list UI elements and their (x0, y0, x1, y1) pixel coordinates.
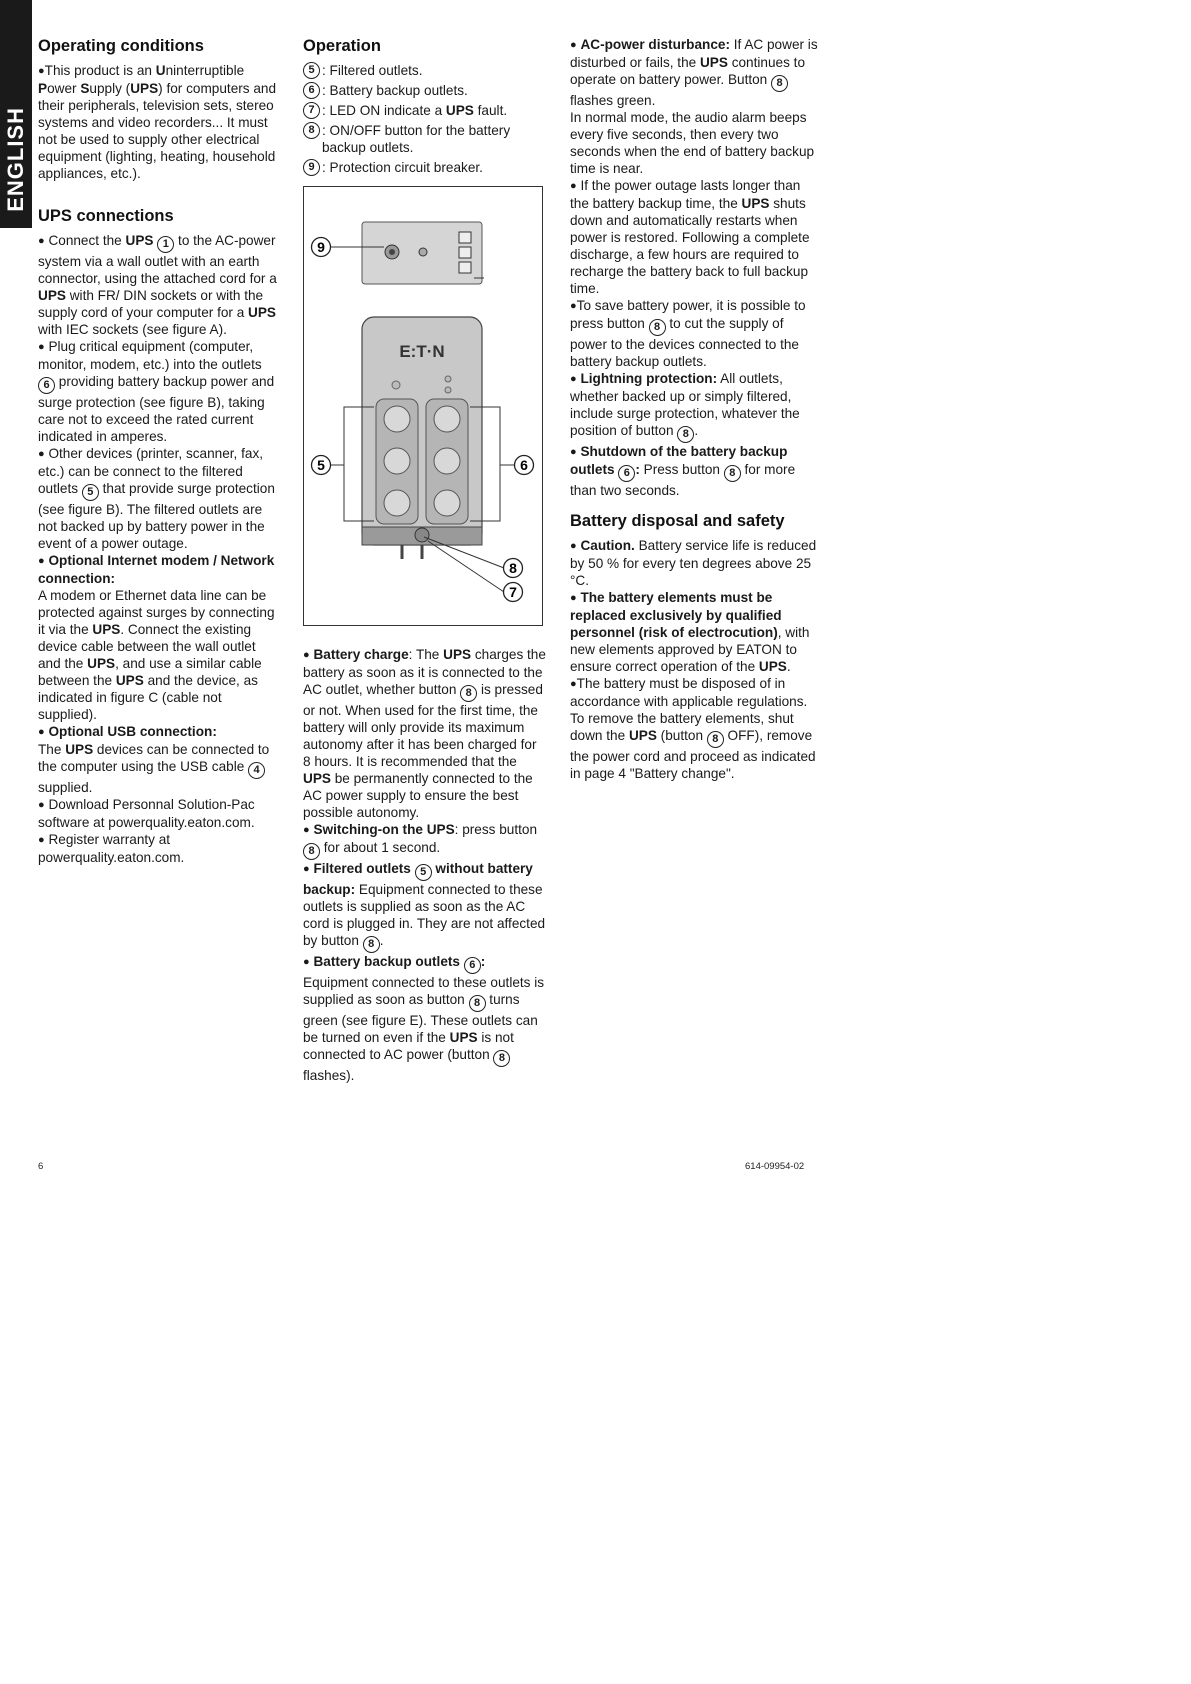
column-3 (570, 36, 820, 782)
filtered-outlets-paragraph: ● Filtered outlets 5 without battery backup: Equipment connected to these outlets is supplied as soon as the AC cord is plugged in. They are not affected by button 8 . (303, 860, 547, 953)
battery-charge-paragraph: ● Battery charge: The UPS charges the battery as soon as it is connected to the AC outlet, whether button 8 is pressed or not. When used for the first time, the battery will only provide its maximum autonomy after it has been charged for 8 hours. It is recommended that the UPS be permanently connected to the AC power supply to ensure the best possible autonomy. (303, 647, 546, 820)
battery-backup-outlets (426, 399, 468, 524)
normal-mode-paragraph: In normal mode, the audio alarm beeps every five seconds, then every two seconds when the end of battery backup time is near. (570, 110, 815, 176)
modem-paragraph: A modem or Ethernet data line can be protected against surges by connecting it via the UPS. Connect the existing device cable between the wall outlet and the UPS, and use a similar cable between the UPS and the device, as indicated in figure C (cable not supplied). (38, 588, 275, 722)
register-paragraph: ● Register warranty at powerquality.eaton.com. (38, 832, 185, 865)
ac-disturbance-paragraph: ● AC-power disturbance: If AC power is disturbed or fails, the UPS continues to operate on battery power. Button 8 flashes green. (570, 37, 818, 108)
operation-heading: Operation (303, 37, 381, 55)
callout-6: 6 (520, 457, 528, 473)
brand-logo: E:T·N (399, 342, 445, 361)
battery-disposal-heading: Battery disposal and safety (570, 512, 785, 530)
operating-conditions-heading: Operating conditions (38, 37, 204, 55)
replace-paragraph: ● The battery elements must be replaced exclusively by qualified personnel (risk of electrocution), with new elements approved by EATON to ensure correct operation of the UPS. (570, 590, 810, 674)
callout-6: 6 (38, 377, 55, 394)
document-number: 614-09954-02 (745, 1161, 805, 1172)
operation-item-5: 5 : Filtered outlets. (303, 62, 547, 79)
operating-conditions-text: ●This product is an Uninterruptible Power Supply (UPS) for computers and their peripherals, television sets, stereo systems and video recorders... It must not be used to supply other electrical equipment (lighting, heating, household appliances, etc.). (38, 63, 277, 181)
battery-backup-outlets-paragraph: ● Battery backup outlets 6 : Equipment connected to these outlets is supplied as soon as button 8 turns green (see figure E). These outlets can be turned on even if the UPS is not connected to AC power (button 8 flashes). (303, 954, 545, 1083)
callout-7: 7 (509, 584, 517, 600)
connect-paragraph: ● Connect the UPS 1 to the AC-power system via a wall outlet with an earth connector, using the attached cord for a UPS with FR/ DIN sockets or with the supply cord of your computer for a UPS with IEC sockets (see figure A). (38, 233, 277, 337)
callout-9: 9 (317, 239, 325, 255)
on-off-button-icon (415, 528, 429, 542)
filtered-outlets (376, 399, 418, 524)
operation-item-7: 7 : LED ON indicate a UPS fault. (303, 102, 547, 119)
language-label: ENGLISH (3, 107, 28, 212)
ups-figure (303, 186, 543, 626)
save-battery-paragraph: ●To save battery power, it is possible to press button 8 to cut the supply of power to the devices connected to the battery backup outlets. (570, 298, 806, 369)
ups-illustration (304, 187, 542, 625)
callout-8: 8 (509, 560, 517, 576)
shutdown-paragraph: ● Shutdown of the battery backup outlets 6 : Press button 8 for more than two seconds. (570, 444, 796, 498)
column-1 (38, 36, 282, 866)
callout-4: 4 (248, 762, 265, 779)
page-number: 6 (38, 1161, 44, 1172)
usb-paragraph: The UPS devices can be connected to the computer using the USB cable 4 supplied. (38, 742, 270, 795)
callout-1: 1 (157, 236, 174, 253)
ups-connections-heading: UPS connections (38, 207, 174, 225)
operation-item-8: 8 : ON/OFF button for the battery backup outlets. (303, 122, 547, 156)
other-devices-paragraph: ● Other devices (printer, scanner, fax, etc.) can be connect to the filtered outlets 5 that provide surge protection (see figure B). The filtered outlets are not backed up by battery power in the event of a power outage. (38, 446, 275, 551)
caution-paragraph: ● Caution. Battery service life is reduced by 50 % for every ten degrees above 25 °C. (570, 538, 817, 588)
lightning-paragraph: ● Lightning protection: All outlets, whether backed up or simply filtered, include surge protection, whatever the position of button 8 . (570, 370, 820, 443)
dispose-paragraph: ●The battery must be disposed of in accordance with applicable regulations. To remove the battery elements, shut down the UPS (button 8 OFF), remove the power cord and proceed as indicated in page 4 "Battery change". (570, 676, 816, 781)
column-2 (303, 36, 547, 1084)
callout-5: 5 (317, 457, 325, 473)
usb-heading: ● Optional USB connection: (38, 724, 217, 739)
outage-paragraph: ● If the power outage lasts longer than the battery backup time, the UPS shuts down and automatically restarts when power is restored. Following a complete discharge, a few hours are required to recharge the battery back to full backup time. (570, 178, 810, 296)
language-tab (0, 0, 32, 228)
callout-5: 5 (82, 484, 99, 501)
plug-critical-paragraph: ● Plug critical equipment (computer, monitor, modem, etc.) into the outlets 6 providing battery backup power and surge protection (see figure B), taking care not to exceed the rated current indicated in amperes. (38, 339, 275, 444)
operation-item-9: 9 : Protection circuit breaker. (303, 159, 547, 176)
switching-on-paragraph: ● Switching-on the UPS: press button 8 for about 1 second. (303, 821, 547, 860)
operation-item-6: 6 : Battery backup outlets. (303, 82, 547, 99)
download-paragraph: ● Download Personnal Solution-Pac software at powerquality.eaton.com. (38, 797, 255, 830)
modem-heading: ● Optional Internet modem / Network connection: (38, 553, 275, 586)
